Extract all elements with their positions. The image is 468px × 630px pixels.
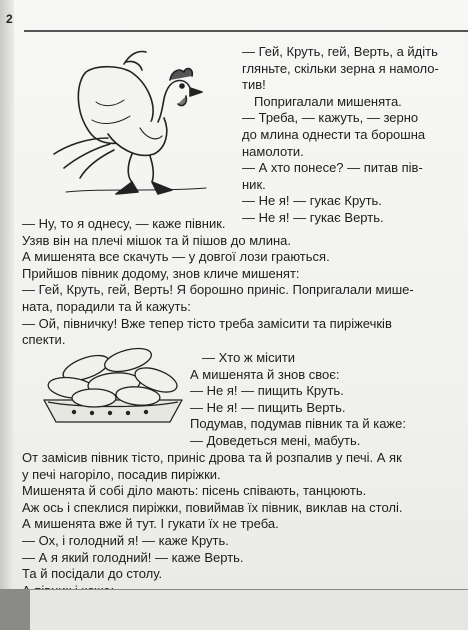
text-line: — Не я! — пищить Круть. — [190, 383, 344, 399]
text-line: — А я який голодний! — каже Верть. — [22, 549, 244, 565]
text-line: гляньте, скільки зерна я намоло- — [242, 60, 439, 76]
text-line: — Гей, Круть, гей, Верть, а йдіть — [242, 44, 438, 59]
text-line: — Хто ж місити — [202, 350, 296, 365]
text-line: ната, порадили та й кажуть: — [22, 298, 191, 314]
text-line: А мишенята все скачуть — у довгої лози граються. — [22, 249, 330, 265]
text-line: — Ну, то я однесу, — каже півник. — [22, 216, 226, 231]
text-line: — Доведеться мені, мабуть. — [190, 432, 361, 448]
text-line: намолоти. — [242, 143, 304, 159]
page-number: 2 — [6, 12, 13, 26]
text-block-top — [22, 44, 452, 227]
text-line: — А хто понесе? — питав пів- — [242, 160, 423, 176]
text-block-bottom — [22, 450, 452, 599]
text-line: От замісив півник тісто, приніс дрова та й розпалив у печі. А як — [22, 450, 402, 465]
text-line: до млина однести та борошна — [242, 126, 426, 142]
footer-band — [0, 589, 468, 630]
header-rule — [24, 30, 468, 32]
text-line: А мишенята вже й тут. І гукати їх не треба. — [22, 516, 279, 532]
text-line: тив! — [242, 77, 266, 93]
footer-tab — [0, 590, 30, 630]
text-block-pies — [22, 350, 452, 450]
text-line: ник. — [242, 176, 266, 192]
text-line: — Гей, Круть, гей, Верть! Я борошно приніс. Попригалали мише- — [22, 282, 414, 298]
text-block-middle — [22, 216, 452, 349]
text-line: у печі нагоріло, посадив пиріжки. — [22, 466, 221, 482]
text-line: Подумав, подумав півник та й каже: — [190, 416, 406, 432]
text-line: — Ой, півничку! Вже тепер тісто треба замісити та пиріжечків — [22, 315, 392, 331]
text-line: — Не я! — гукає Верть. — [242, 209, 384, 225]
text-line: А мишенята й знов своє: — [190, 366, 340, 382]
page-edge-shadow — [0, 0, 14, 630]
text-line: Аж ось і спеклися пиріжки, повиймав їх півник, виклав на столі. — [22, 499, 403, 515]
text-line: Попригалали мишенята. — [254, 93, 402, 109]
text-line: — Треба, — кажуть, — зерно — [242, 110, 419, 126]
text-line: Мишенята й собі діло мають: пісень співають, танцюють. — [22, 483, 367, 499]
text-line: Узяв він на плечі мішок та й пішов до млина. — [22, 232, 291, 248]
text-line: Та й посідали до столу. — [22, 566, 163, 582]
text-line: — Ох, і голодний я! — каже Круть. — [22, 532, 229, 548]
text-line: — Не я! — пищить Верть. — [190, 399, 346, 415]
text-line: — Не я! — гукає Круть. — [242, 193, 382, 209]
text-line: Прийшов півник додому, знов кличе мишенят: — [22, 265, 300, 281]
text-line: спекти. — [22, 332, 66, 348]
